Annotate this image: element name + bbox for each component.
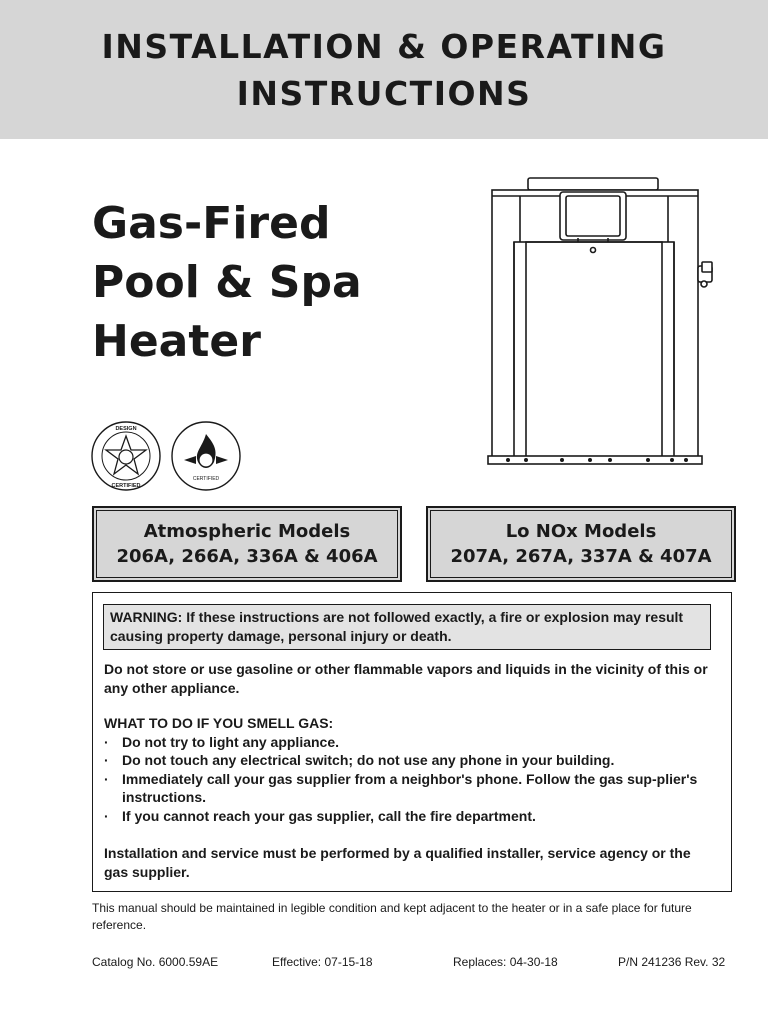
list-item: · Do not try to light any appliance.	[104, 733, 340, 750]
bullet-icon: ·	[104, 807, 109, 824]
product-title-line-2: Pool & Spa	[92, 257, 362, 308]
list-item: · If you cannot reach your gas supplier, call the fire department.	[104, 807, 536, 824]
bullet-icon: ·	[104, 752, 109, 768]
lo-nox-models-list: 207A, 267A, 337A & 407A	[450, 546, 712, 567]
banner-title-line-1: INSTALLATION & OPERATING	[101, 26, 667, 66]
banner-title-line-2: INSTRUCTIONS	[236, 73, 532, 113]
service-notice: Installation and service must be performed by a qualified installer, service agency or the gas supplier.	[104, 845, 691, 880]
gas-smell-instructions	[104, 733, 716, 826]
gas-smell-section	[104, 714, 716, 825]
gas-smell-heading: WHAT TO DO IF YOU SMELL GAS:	[104, 715, 334, 731]
list-item: · Immediately call your gas supplier from a neighbor's phone. Follow the gas sup-plier's instructions.	[104, 770, 698, 805]
replaces-date: Replaces: 04-30-18	[453, 955, 558, 969]
design-certified-logo-top-text: DESIGN	[115, 426, 137, 432]
storage-warning: Do not store or use gasoline or other flammable vapors and liquids in the vicinity of this or any other appliance.	[104, 661, 708, 696]
warning-box	[92, 592, 732, 892]
product-title-line-1: Gas-Fired	[92, 198, 331, 249]
flame-certified-logo-text: CERTIFIED	[192, 476, 220, 482]
effective-date: Effective: 07-15-18	[272, 955, 373, 969]
design-certified-logo	[90, 420, 162, 492]
flame-certified-logo	[170, 420, 242, 492]
part-number: P/N 241236 Rev. 32	[618, 955, 726, 969]
atmospheric-models-heading: Atmospheric Models	[143, 521, 351, 542]
design-certified-logo-bottom-text: CERTIFIED	[111, 483, 141, 489]
heater-illustration	[480, 170, 720, 470]
bullet-icon: ·	[104, 770, 109, 787]
lo-nox-models-heading: Lo NOx Models	[505, 521, 657, 542]
catalog-number: Catalog No. 6000.59AE	[92, 955, 219, 969]
product-title	[92, 194, 472, 371]
lo-nox-models-box	[426, 506, 736, 582]
bullet-icon: ·	[104, 733, 109, 750]
list-item: · Do not touch any electrical switch; do not use any phone in your building.	[104, 752, 615, 768]
atmospheric-models-list: 206A, 266A, 336A & 406A	[116, 546, 378, 567]
product-title-line-3: Heater	[92, 316, 261, 367]
maintenance-note: This manual should be maintained in legible condition and kept adjacent to the heater or in a safe place for future reference.	[92, 901, 692, 932]
atmospheric-models-box	[92, 506, 402, 582]
header-banner	[0, 0, 768, 139]
warning-heading: WARNING: If these instructions are not followed exactly, a fire or explosion may result causing property damage, personal injury or death.	[103, 604, 711, 650]
